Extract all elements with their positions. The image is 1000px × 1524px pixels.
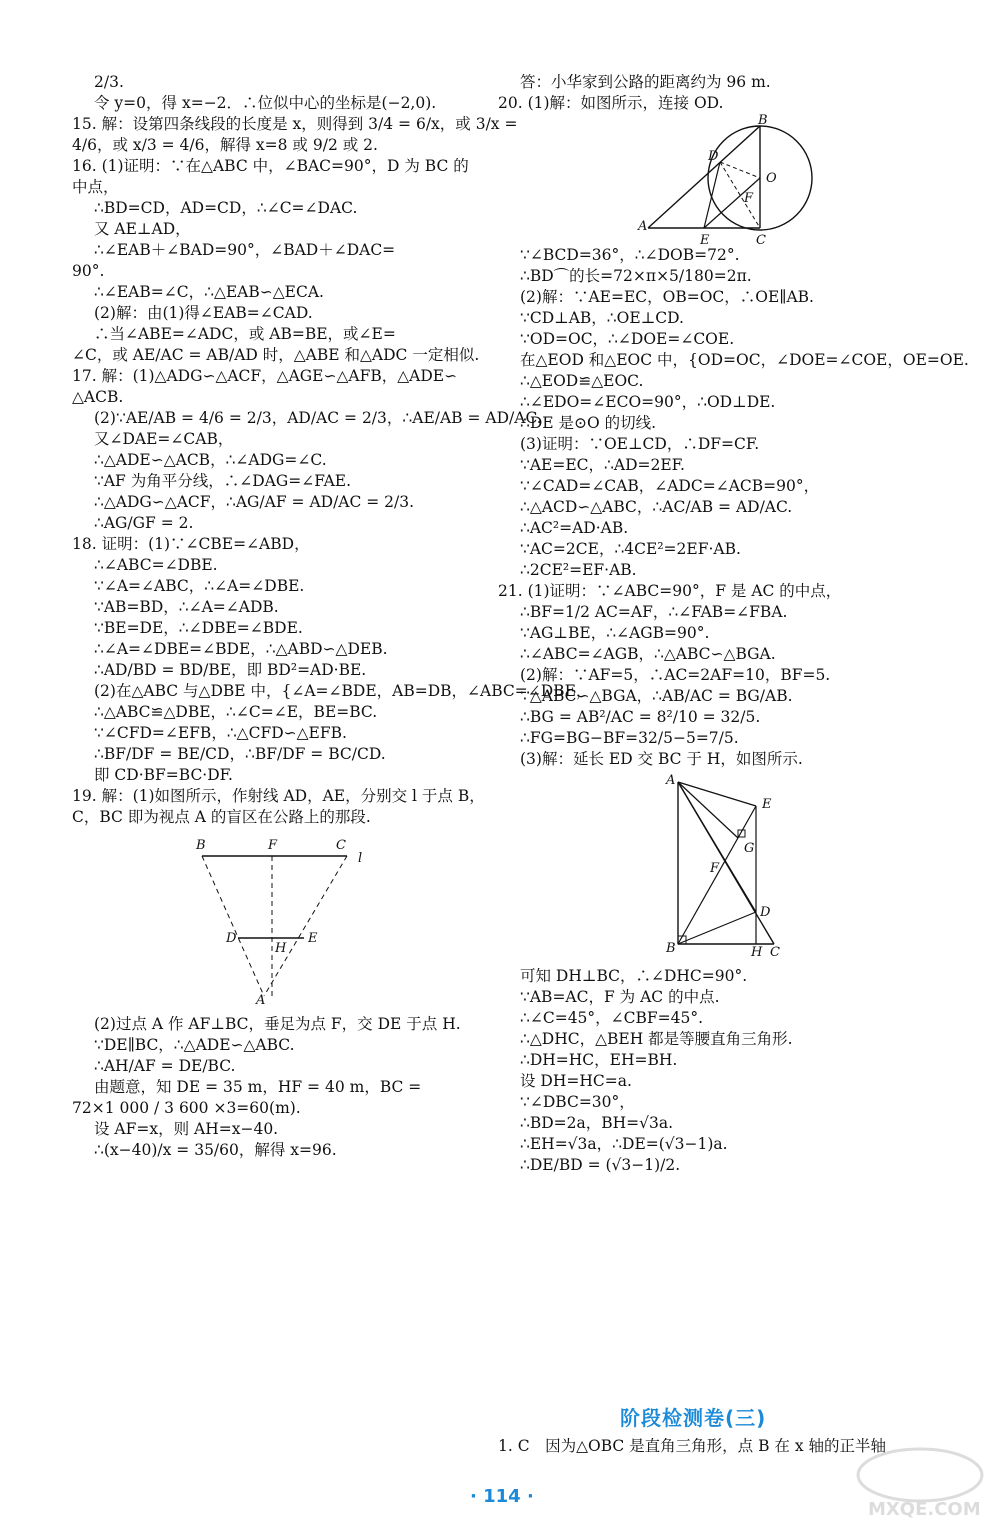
text-line: ∵AE=EC，∴AD=2EF.	[520, 456, 685, 474]
text-line: 4/6，或 x/3 = 4/6，解得 x=8 或 9/2 或 2.	[72, 136, 378, 154]
page-number: · 114 ·	[470, 1486, 534, 1507]
text-line: ∴BD=2a，BH=√3a.	[520, 1114, 674, 1132]
text-line: ∴∠EAB＋∠BAD=90°，∠BAD＋∠DAC=	[94, 241, 396, 259]
label-h: H	[751, 945, 763, 960]
text-line: 又 AE⊥AD，	[94, 220, 191, 238]
figure-19	[72, 834, 480, 1008]
text-line: ∴∠ABC=∠AGB，∴△ABC∽△BGA.	[520, 645, 776, 663]
text-line: ∴BF/DF = BE/CD，∴BF/DF = BC/CD.	[94, 745, 386, 763]
text-line: ∵△ABC∽△BGA，∴AB/AC = BG/AB.	[520, 687, 793, 705]
text-line: (2)∵AE/AB = 4/6 = 2/3，AD/AC = 2/3，∴AE/AB = AD/AC.	[94, 409, 542, 427]
right-triangle-diagram	[498, 773, 908, 960]
text-line: 即 CD·BF=BC·DF.	[94, 766, 233, 784]
text-line: 18. 证明：(1)∵∠CBE=∠ABD，	[72, 535, 310, 553]
label-f: F	[710, 861, 720, 876]
text-line: ∴△ACD∽△ABC，∴AC/AB = AD/AC.	[520, 498, 793, 516]
label-o: O	[766, 171, 777, 186]
text-line: ∴AC²=AD·AB.	[520, 519, 629, 537]
label-d: D	[708, 149, 719, 164]
text-line: ∵AG⊥BE，∴∠AGB=90°.	[520, 624, 710, 642]
text-line: 答：小华家到公路的距离约为 96 m.	[520, 73, 771, 91]
text-line: 17. 解：(1)△ADG∽△ACF，△AGE∽△AFB，△ADE∽	[72, 367, 458, 385]
text-line: ∴当∠ABE=∠ADC，或 AB=BE，或∠E=	[94, 325, 396, 343]
text-line: (2)解：∵AF=5，∴AC=2AF=10，BF=5.	[520, 666, 831, 684]
text-line: ∴(x−40)/x = 35/60，解得 x=96.	[94, 1141, 337, 1159]
text-line: ∴EH=√3a，∴DE=(√3−1)a.	[520, 1135, 728, 1153]
text-line: ∵∠DBC=30°，	[520, 1093, 635, 1111]
right-column	[498, 72, 969, 1176]
text-line: 设 DH=HC=a.	[520, 1072, 632, 1090]
text-line: ∴∠A=∠DBE=∠BDE，∴△ABD∽△DEB.	[94, 640, 388, 658]
text-line: ∵AB=BD，∴∠A=∠ADB.	[94, 598, 279, 616]
text-line: ∵AF 为角平分线，∴∠DAG=∠FAE.	[94, 472, 352, 490]
label-h: H	[275, 941, 287, 956]
text-line: ∴AH/AF = DE/BC.	[94, 1057, 236, 1075]
text-line: ∴∠EDO=∠ECO=90°，∴OD⊥DE.	[520, 393, 776, 411]
label-f: F	[268, 838, 278, 853]
text-line: 中点，	[72, 178, 119, 196]
text-line: C，BC 即为视点 A 的盲区在公路上的那段.	[72, 808, 371, 826]
label-a: A	[638, 219, 648, 234]
label-c: C	[770, 945, 780, 960]
label-l: l	[358, 851, 363, 866]
text-line: ∴DH=HC，EH=BH.	[520, 1051, 678, 1069]
text-line: ∴DE 是⊙O 的切线.	[520, 414, 657, 432]
text-line: ∵AB=AC，F 为 AC 的中点.	[520, 988, 720, 1006]
text-line: (2)解：由(1)得∠EAB=∠CAD.	[94, 304, 313, 322]
label-b: B	[666, 941, 676, 956]
text-line: ∴DE/BD = (√3−1)/2.	[520, 1156, 681, 1174]
label-e: E	[308, 931, 318, 946]
text-line: ∴△EOD≌△EOC.	[520, 372, 644, 390]
label-b: B	[196, 838, 206, 853]
text-line: ∵AC=2CE，∴4CE²=2EF·AB.	[520, 540, 741, 558]
label-e: E	[762, 797, 772, 812]
text-line: ∵∠CFD=∠EFB，∴△CFD∽△EFB.	[94, 724, 347, 742]
text-line: ∴△DHC，△BEH 都是等腰直角三角形.	[520, 1030, 793, 1048]
text-line: ∴△ADG∽△ACF，∴AG/AF = AD/AC = 2/3.	[94, 493, 415, 511]
text-line: 又∠DAE=∠CAB，	[94, 430, 234, 448]
text-line: ∵CD⊥AB，∴OE⊥CD.	[520, 309, 684, 327]
label-d: D	[760, 905, 771, 920]
label-d: D	[226, 931, 237, 946]
text-line: 可知 DH⊥BC，∴∠DHC=90°.	[520, 967, 748, 985]
circle-tangent-diagram	[498, 113, 908, 248]
text-line: 20. (1)解：如图所示，连接 OD.	[498, 94, 724, 112]
text-line: ∵∠A=∠ABC，∴∠A=∠DBE.	[94, 577, 305, 595]
text-line: 19. 解：(1)如图所示，作射线 AD，AE，分别交 l 于点 B，	[72, 787, 485, 805]
label-a: A	[256, 993, 266, 1008]
text-line: (2)解：∵AE=EC，OB=OC，∴OE∥AB.	[520, 288, 814, 306]
label-b: B	[758, 113, 768, 128]
text-line: △ACB.	[72, 388, 124, 406]
stage-test-title: 阶段检测卷(三)	[620, 1406, 767, 1430]
watermark-logo	[850, 1445, 990, 1520]
text-line: (2)在△ABC 与△DBE 中，{∠A=∠BDE，AB=DB，∠ABC=∠DBE，	[94, 682, 592, 700]
text-line: ∴AD/BD = BD/BE，即 BD²=AD·BE.	[94, 661, 367, 679]
label-a: A	[666, 773, 676, 788]
text-line: ∴2CE²=EF·AB.	[520, 561, 637, 579]
text-line: ∴∠ABC=∠DBE.	[94, 556, 218, 574]
text-line: ∴△ADE∽△ACB，∴∠ADG=∠C.	[94, 451, 327, 469]
text-line: ∴BD=CD，AD=CD，∴∠C=∠DAC.	[94, 199, 358, 217]
text-line: ∴∠EAB=∠C，∴△EAB∽△ECA.	[94, 283, 324, 301]
text-line: ∴BD⌒的长=72×π×5/180=2π.	[520, 267, 752, 285]
label-e: E	[700, 233, 710, 248]
text-line: ∴△ABC≌△DBE，∴∠C=∠E，BE=BC.	[94, 703, 378, 721]
text-line: ∵OD=OC，∴∠DOE=∠COE.	[520, 330, 735, 348]
text-line: ∴BF=1/2 AC=AF，∴∠FAB=∠FBA.	[520, 603, 788, 621]
text-line: 设 AF=x，则 AH=x−40.	[94, 1120, 279, 1138]
text-line: ∵DE∥BC，∴△ADE∽△ABC.	[94, 1036, 295, 1054]
text-line: ∵∠CAD=∠CAB，∠ADC=∠ACB=90°，	[520, 477, 820, 495]
label-c: C	[756, 233, 766, 248]
text-line: 15. 解：设第四条线段的长度是 x，则得到 3/4 = 6/x，或 3/x =	[72, 115, 518, 133]
text-line: ∵∠BCD=36°，∴∠DOB=72°.	[520, 246, 740, 264]
text-line: (3)解：延长 ED 交 BC 于 H，如图所示.	[520, 750, 803, 768]
text-line: ∵BE=DE，∴∠DBE=∠BDE.	[94, 619, 303, 637]
figure-21	[498, 773, 908, 960]
text-line: 1. C 因为△OBC 是直角三角形，点 B 在 x 轴的正半轴	[498, 1437, 887, 1455]
blind-zone-diagram	[72, 834, 480, 1008]
text-line: 16. (1)证明：∵在△ABC 中，∠BAC=90°，D 为 BC 的	[72, 157, 469, 175]
label-c: C	[336, 838, 346, 853]
text-line: (2)过点 A 作 AF⊥BC，垂足为点 F，交 DE 于点 H.	[94, 1015, 461, 1033]
text-line: ∴AG/GF = 2.	[94, 514, 194, 532]
text-line: ∠C，或 AE/AC = AB/AD 时，△ABE 和△ADC 一定相似.	[72, 346, 480, 364]
text-line: 21. (1)证明：∵∠ABC=90°，F 是 AC 的中点，	[498, 582, 842, 600]
label-f: F	[744, 191, 754, 206]
text-line: ∴FG=BG−BF=32/5−5=7/5.	[520, 729, 739, 747]
text-line: 由题意，知 DE = 35 m，HF = 40 m，BC =	[94, 1078, 422, 1096]
text-line: 令 y=0，得 x=−2．∴位似中心的坐标是(−2,0).	[94, 94, 437, 112]
text-line: 90°.	[72, 262, 105, 280]
text-line: 72×1 000 / 3 600 ×3=60(m).	[72, 1099, 301, 1117]
text-line: 2/3.	[94, 73, 124, 91]
text-line: ∴∠C=45°，∠CBF=45°.	[520, 1009, 704, 1027]
text-line: (3)证明：∵OE⊥CD，∴DF=CF.	[520, 435, 760, 453]
text-line: 在△EOD 和△EOC 中，{OD=OC，∠DOE=∠COE，OE=OE.	[520, 351, 969, 369]
label-g: G	[744, 841, 755, 856]
watermark-text: MXQE.COM	[868, 1499, 981, 1520]
text-line: ∴BG = AB²/AC = 8²/10 = 32/5.	[520, 708, 761, 726]
figure-20	[498, 113, 908, 248]
